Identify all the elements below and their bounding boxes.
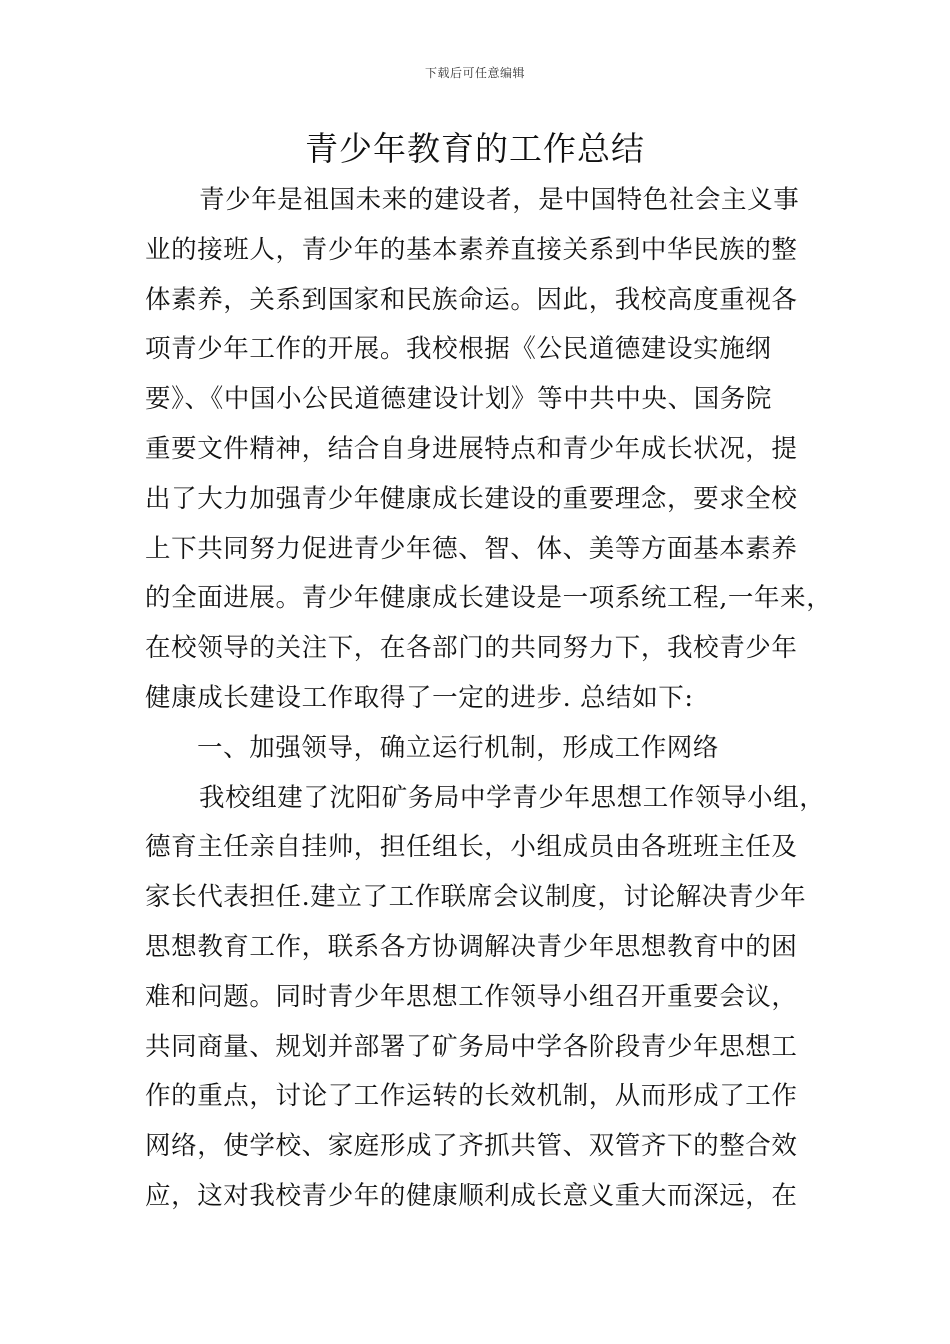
paragraph-line: 业的接班人，青少年的基本素养直接关系到中华民族的整: [145, 234, 798, 265]
paragraph-line: 重要文件精神，结合自身进展特点和青少年成长状况，提: [145, 433, 798, 464]
paragraph-line: 德育主任亲自挂帅，担任组长，小组成员由各班班主任及: [145, 832, 798, 863]
section-heading: 一、加强领导，确立运行机制，形成工作网络: [197, 732, 720, 763]
paragraph-line: 家长代表担任.建立了工作联席会议制度，讨论解决青少年: [145, 882, 807, 913]
paragraph-line: 共同商量、规划并部署了矿务局中学各阶段青少年思想工: [145, 1031, 798, 1062]
paragraph-line: 作的重点，讨论了工作运转的长效机制，从而形成了工作: [145, 1081, 798, 1112]
header-note: 下载后可任意编辑: [424, 66, 525, 80]
paragraph-line: 我校组建了沈阳矿务局中学青少年思想工作领导小组，: [199, 782, 826, 813]
paragraph-line: 健康成长建设工作取得了一定的进步. 总结如下:: [145, 682, 694, 713]
paragraph-line: 在校领导的关注下，在各部门的共同努力下，我校青少年: [145, 633, 798, 664]
paragraph-line: 难和问题。同时青少年思想工作领导小组召开重要会议，: [145, 981, 798, 1012]
paragraph-line: 思想教育工作，联系各方协调解决青少年思想教育中的困: [145, 931, 798, 962]
document-title: 青少年教育的工作总结: [305, 129, 645, 168]
paragraph-line: 体素养，关系到国家和民族命运。因此，我校高度重视各: [145, 284, 798, 315]
paragraph-line: 上下共同努力促进青少年德、智、体、美等方面基本素养: [145, 533, 798, 564]
paragraph-line: 出了大力加强青少年健康成长建设的重要理念，要求全校: [145, 483, 798, 514]
paragraph-line: 的全面进展。青少年健康成长建设是一项系统工程,一年来，: [145, 583, 833, 614]
paragraph-line: 要》、《中国小公民道德建设计划》等中共中央、国务院: [145, 384, 773, 415]
paragraph-line: 网络，使学校、家庭形成了齐抓共管、双管齐下的整合效: [145, 1131, 798, 1162]
document-body: [145, 176, 833, 1222]
paragraph-line: 项青少年工作的开展。我校根据《公民道德建设实施纲: [145, 334, 772, 365]
paragraph-line: 青少年是祖国未来的建设者，是中国特色社会主义事: [199, 185, 800, 215]
paragraph-line: 应，这对我校青少年的健康顺利成长意义重大而深远，在: [145, 1180, 798, 1211]
